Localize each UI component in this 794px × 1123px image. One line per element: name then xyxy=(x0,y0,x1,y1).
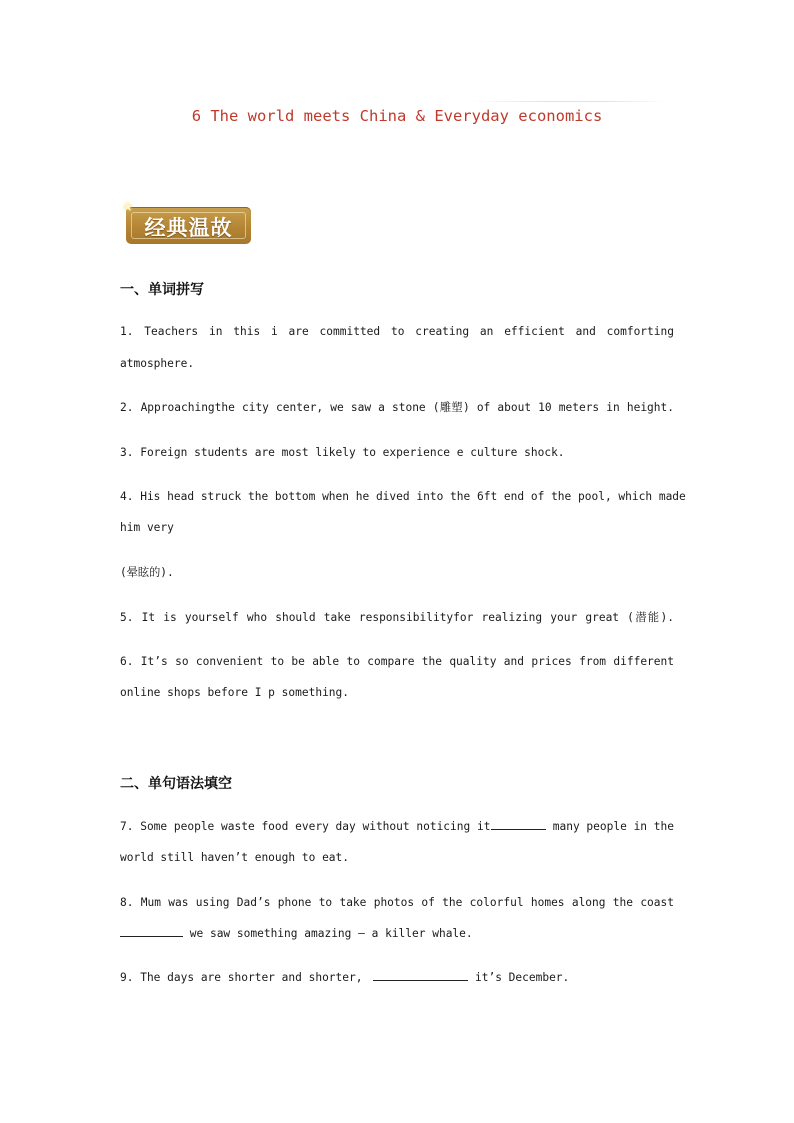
question-7-line-2: world still haven’t enough to eat. xyxy=(120,851,350,864)
question-9 xyxy=(120,971,674,985)
badge-label: 经典温故 xyxy=(144,216,233,240)
question-7-prefix: 7. Some people waste food every day without noticing it xyxy=(120,820,491,833)
question-7-answer-group xyxy=(491,820,674,834)
question-7-suffix: many people in the xyxy=(552,820,674,833)
question-9-prefix: 9. The days are shorter and shorter, xyxy=(120,971,363,984)
question-8-line-2 xyxy=(120,927,674,941)
star-icon: ★ xyxy=(122,200,134,215)
question-6-line-2: online shops before I p something. xyxy=(120,686,350,699)
section-heading-spelling: 一、单词拼写 xyxy=(120,282,204,298)
question-4-line-1: 4. His head struck the bottom when he dived into the 6ft end of the pool, which made xyxy=(120,490,686,503)
question-3: 3. Foreign students are most likely to experience e culture shock. xyxy=(120,446,565,459)
document-title: 6 The world meets China & Everyday economics xyxy=(191,107,603,125)
section-heading-grammar: 二、单句语法填空 xyxy=(120,776,232,792)
question-6-line-1: 6. It’s so convenient to be able to compare the quality and prices from different xyxy=(120,655,674,668)
answer-blank-8[interactable] xyxy=(120,927,183,937)
question-4-line-2: him very xyxy=(120,521,174,534)
question-8-line-1: 8. Mum was using Dad’s phone to take photos of the colorful homes along the coast xyxy=(120,896,674,909)
question-5: 5. It is yourself who should take responsibilityfor realizing your great (潜能). xyxy=(120,611,674,624)
header-rule xyxy=(470,101,665,102)
question-9-suffix: it’s December. xyxy=(474,971,570,984)
question-7-line-1 xyxy=(120,820,674,834)
question-4-line-3: (晕眩的). xyxy=(120,566,174,579)
section-badge xyxy=(126,207,251,244)
question-8-suffix: we saw something amazing — a killer whale. xyxy=(189,927,473,940)
question-1-line-1: 1. Teachers in this i are committed to creating an efficient and comforting xyxy=(120,325,674,338)
question-2: 2. Approachingthe city center, we saw a stone (雕塑) of about 10 meters in height. xyxy=(120,401,674,414)
question-1-line-2: atmosphere. xyxy=(120,357,195,370)
answer-blank-9[interactable] xyxy=(373,971,468,981)
answer-blank-7[interactable] xyxy=(491,820,546,830)
